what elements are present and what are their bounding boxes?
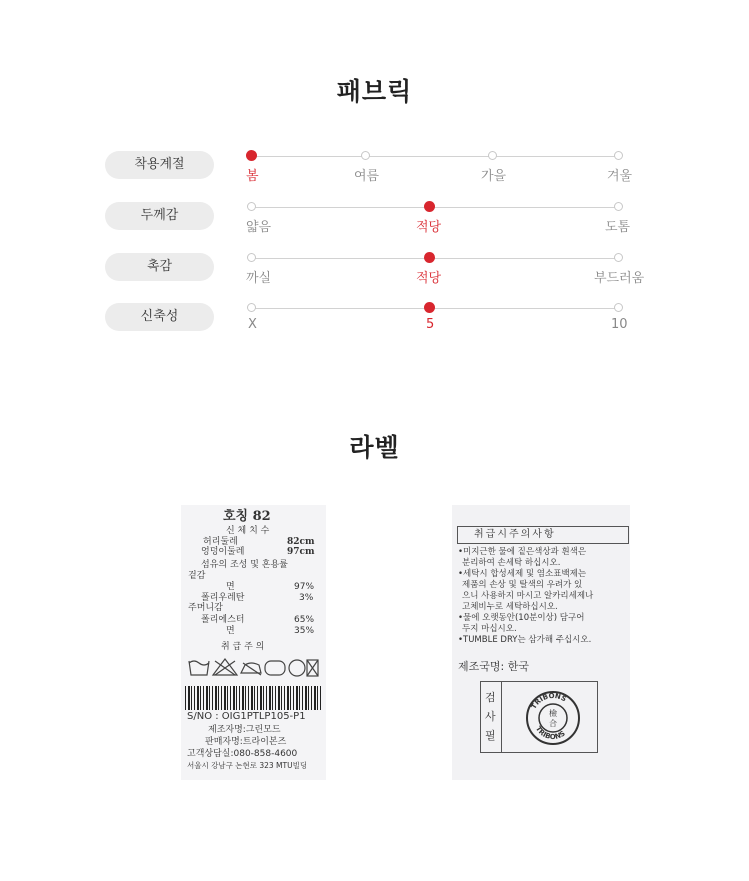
care-line-3: •세탁시 합성세제 및 염소표백제는	[458, 569, 587, 579]
label-section-title: 라벨	[349, 433, 400, 462]
hip-label: 엉덩이둘레	[201, 547, 245, 557]
season-option-winter: 겨울	[607, 169, 633, 184]
stamp-center-2: 合	[549, 719, 557, 728]
outer-cotton-label: 면	[226, 582, 235, 592]
inspection-char-1: 검	[485, 691, 496, 704]
inspection-stamp-seal	[525, 690, 581, 746]
customer-service: 고객상담실:080-858-4600	[187, 749, 298, 759]
texture-option-soft: 부드러움	[594, 271, 645, 286]
inspection-char-3: 필	[485, 729, 496, 742]
inspection-divider	[501, 681, 502, 753]
texture-dot-medium[interactable]	[424, 252, 435, 263]
waist-value: 82cm	[287, 537, 315, 547]
fabric-row-thickness	[105, 202, 645, 235]
season-dot-autumn[interactable]	[488, 151, 497, 160]
season-option-spring: 봄	[246, 169, 259, 184]
texture-track	[252, 258, 619, 259]
thickness-option-thick: 도톰	[605, 220, 631, 235]
inspection-char-2: 사	[485, 710, 496, 723]
season-dot-summer[interactable]	[361, 151, 370, 160]
stretch-track	[252, 308, 619, 309]
care-title: 취 급 주 의	[221, 642, 265, 652]
hip-value: 97cm	[287, 547, 315, 557]
stretch-option-none: X	[248, 317, 257, 332]
stamp-center-1: 檢	[549, 709, 557, 718]
texture-option-medium: 적당	[416, 271, 442, 286]
care-line-9: •TUMBLE DRY는 삼가해 주십시오.	[458, 635, 592, 645]
care-line-1: •미지근한 물에 짙은색상과 흰색은	[458, 547, 587, 557]
pocket-cotton-label: 면	[226, 626, 235, 636]
measure-title: 신 체 치 수	[226, 526, 270, 536]
stretch-dot-none[interactable]	[247, 303, 256, 312]
stretch-option-5: 5	[426, 317, 435, 332]
care-line-6: 고체비누로 세탁하십시오.	[462, 602, 558, 612]
season-option-summer: 여름	[354, 169, 380, 184]
stretch-option-10: 10	[611, 317, 628, 332]
thickness-label-pill: 두께감	[105, 202, 214, 230]
season-label-pill: 착용계절	[105, 151, 214, 179]
care-instructions-tag-photo	[452, 505, 630, 780]
season-dot-winter[interactable]	[614, 151, 623, 160]
stretch-dot-10[interactable]	[614, 303, 623, 312]
size-composition-tag-photo	[181, 505, 326, 780]
care-line-2: 분리하여 손세탁 하십시오.	[462, 558, 561, 568]
pocket-fabric-label: 주머니감	[188, 603, 223, 613]
fabric-row-season	[105, 151, 645, 184]
care-symbols-row	[187, 655, 319, 683]
stamp-ring-top: TRIBONS	[529, 691, 568, 711]
season-dot-spring[interactable]	[246, 150, 257, 161]
thickness-option-thin: 얇음	[246, 220, 272, 235]
fabric-row-texture	[105, 253, 645, 286]
fabric-row-stretch	[105, 303, 645, 333]
season-track	[252, 156, 619, 157]
care-symbols-icon	[187, 655, 319, 679]
pocket-cotton-pct: 35%	[294, 626, 315, 636]
thickness-dot-thick[interactable]	[614, 202, 623, 211]
texture-option-rough: 까실	[246, 271, 272, 286]
origin-country: 제조국명: 한국	[458, 660, 529, 673]
size-title: 호칭 82	[223, 509, 271, 524]
texture-label-pill: 촉감	[105, 253, 214, 281]
texture-dot-soft[interactable]	[614, 253, 623, 262]
outer-polyurethane-pct: 3%	[299, 593, 314, 603]
composition-title: 섬유의 조성 및 혼용률	[201, 560, 288, 570]
outer-polyurethane-label: 폴리우레탄	[201, 593, 245, 603]
care-line-7: •물에 오랫동안(10분이상) 담구어	[458, 613, 585, 623]
thickness-track	[252, 207, 619, 208]
care-line-8: 두지 마십시오.	[462, 624, 517, 634]
pocket-polyester-label: 폴리에스터	[201, 615, 245, 625]
serial-number: S/NO : OIG1PTLP105-P1	[187, 711, 306, 722]
thickness-option-medium: 적당	[416, 220, 442, 235]
outer-fabric-label: 겉감	[188, 571, 206, 581]
care-header: 취급시주의사항	[474, 529, 556, 540]
thickness-dot-thin[interactable]	[247, 202, 256, 211]
maker-name: 제조자명:그린모드	[208, 725, 281, 735]
pocket-polyester-pct: 65%	[294, 615, 315, 625]
stretch-dot-5[interactable]	[424, 302, 435, 313]
care-line-4: 제품의 손상 및 탈색의 우려가 있	[462, 580, 583, 590]
fabric-section-title: 패브릭	[336, 77, 413, 106]
seller-name: 판매자명:트라이본즈	[205, 737, 287, 747]
season-option-autumn: 가을	[481, 169, 507, 184]
company-address: 서울시 강남구 논현로 323 MTU빌딩	[187, 761, 308, 770]
thickness-dot-medium[interactable]	[424, 201, 435, 212]
stamp-ring-bottom: TRIBONS	[533, 724, 567, 742]
barcode-image	[185, 686, 322, 710]
care-line-5: 으니 사용하지 마시고 알카리세제나	[462, 591, 594, 601]
stretch-label-pill: 신축성	[105, 303, 214, 331]
texture-dot-rough[interactable]	[247, 253, 256, 262]
waist-label: 허리둘레	[203, 537, 238, 547]
outer-cotton-pct: 97%	[294, 582, 315, 592]
